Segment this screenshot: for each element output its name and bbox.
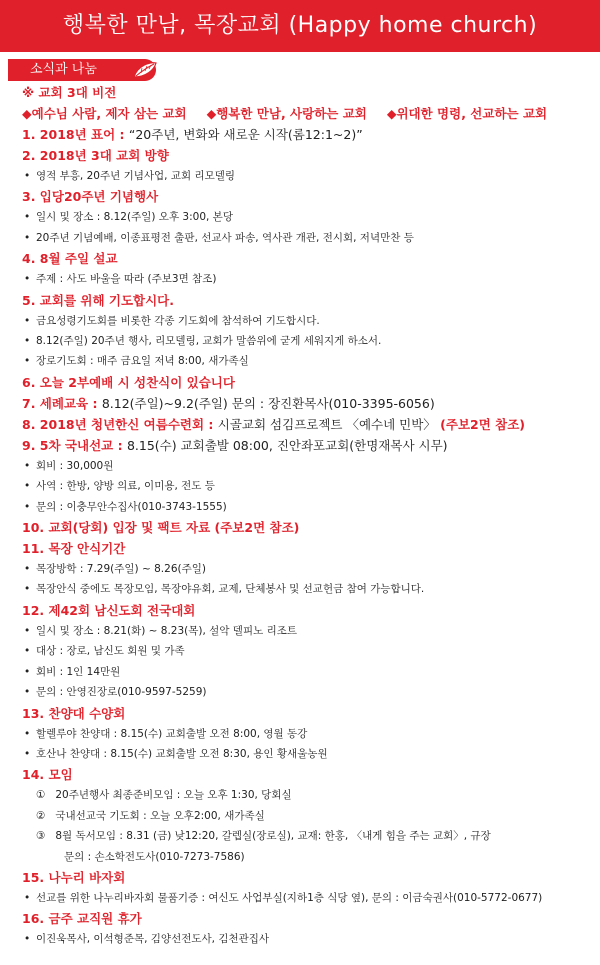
bullet-line (22, 228, 588, 248)
vision-item: ◆위대한 명령, 선교하는 교회 (386, 106, 548, 121)
bullet-text: 회비 : 30,000원 (36, 459, 114, 472)
bullet-line (22, 351, 588, 371)
bullet-dot: • (24, 459, 31, 472)
bullet-dot: • (24, 583, 31, 596)
page-banner (0, 0, 600, 52)
heading-label: 9. 5차 국내선교 : (22, 437, 123, 453)
bullet-line (22, 888, 588, 908)
item-heading: 2. 2018년 3대 교회 방향 (22, 148, 169, 163)
bullet-line (22, 456, 588, 476)
bullet-text: 호산나 찬양대 : 8.15(수) 교회출발 오전 8:30, 용인 황새울농원 (36, 747, 328, 760)
item-heading: 12. 제42회 남신도회 전국대회 (22, 602, 196, 618)
bullet-dot: • (24, 211, 31, 224)
bullet-text: 20주년 기념예배, 이종표평전 출판, 선교사 파송, 역사관 개관, 전시회, 저녁만찬 등 (36, 231, 414, 244)
bullet-line (22, 929, 588, 949)
bullet-dot: • (24, 686, 31, 699)
number-marker: ③ (36, 830, 46, 843)
section-label: 소식과 나눔 (30, 62, 97, 77)
bullet-dot: • (24, 891, 31, 904)
bullet-text: 장로기도회 : 매주 금요일 저녁 8:00, 새가족실 (36, 355, 249, 368)
item-heading: 6. 오늘 2부예배 시 성찬식이 있습니다 (22, 374, 235, 390)
bullet-dot: • (24, 563, 31, 576)
banner-title: 행복한 만남, 목장교회 (Happy home church) (62, 13, 538, 38)
bullet-text: 영적 부흥, 20주년 기념사업, 교회 리모델링 (36, 170, 236, 182)
item-heading: 5. 교회를 위해 기도합시다. (22, 292, 175, 308)
bullet-line (22, 559, 588, 579)
vision-item: ◆예수님 사람, 제자 삼는 교회 (22, 106, 187, 121)
bullet-text: 금요성령기도회를 비롯한 각종 기도회에 참석하여 기도합시다. (36, 314, 320, 327)
numbered-text: 8월 독서모임 : 8.31 (금) 낮12:20, 갈렙실(장로실), 교재: 한홍, 〈내게 힘을 주는 교회〉, 규장 (55, 830, 491, 843)
item-heading: 11. 목장 안식기간 (22, 541, 126, 557)
section-header (0, 59, 600, 81)
bullet-text: 목장방학 : 7.29(주일) ~ 8.26(주일) (36, 563, 206, 576)
bullet-dot: • (24, 645, 31, 658)
bullet-line (22, 579, 588, 599)
numbered-line (22, 785, 588, 805)
bullet-line (22, 641, 588, 661)
bullet-line (22, 744, 588, 764)
bullet-text: 문의 : 이충무안수집사(010-3743-1555) (36, 500, 227, 513)
bullet-dot: • (24, 355, 31, 368)
leaf-icon (132, 61, 158, 79)
numbered-text: 국내선교국 기도회 : 오늘 오후2:00, 새가족실 (55, 809, 265, 822)
item-heading (22, 393, 588, 414)
bullet-text: 목장안식 중에도 목장모임, 목장야유회, 교제, 단체봉사 및 선교헌금 참여 가능합니다. (36, 583, 425, 596)
bullet-text: 사역 : 한방, 양방 의료, 이미용, 전도 등 (36, 480, 215, 493)
bullet-dot: • (24, 500, 31, 513)
bullet-dot: • (24, 624, 31, 637)
bullet-line (22, 682, 588, 702)
heading-detail: 8.15(수) 교회출발 08:00, 진안좌포교회(한명재목사 시무) (126, 437, 448, 453)
item-heading: 15. 나누리 바자회 (22, 869, 126, 885)
heading-label: 7. 세례교육 : (22, 395, 98, 411)
item-heading: 3. 입당20주년 기념행사 (22, 189, 159, 205)
bullet-dot: • (24, 170, 31, 182)
number-marker: ① (36, 789, 46, 802)
bullet-line (22, 311, 588, 331)
heading-detail: 8.12(주일)~9.2(주일) 문의 : 장진환목사(010-3395-6056) (101, 395, 435, 411)
item-heading: 10. 교회(당회) 입장 및 팩트 자료 (주보2면 참조) (22, 520, 300, 536)
item-heading (22, 414, 588, 435)
bullet-line (22, 724, 588, 744)
bullet-text: 문의 : 안영진장로(010-9597-5259) (36, 686, 207, 699)
item-heading: 4. 8월 주일 설교 (22, 251, 118, 267)
vision-item: ◆행복한 만남, 사랑하는 교회 (206, 106, 367, 121)
bullet-text: 일시 및 장소 : 8.21(화) ~ 8.23(목), 설악 델피노 리조트 (36, 624, 297, 637)
bullet-dot: • (24, 665, 31, 678)
bullet-line (22, 207, 588, 227)
bullet-text: 8.12(주일) 20주년 행사, 리모델링, 교회가 말씀위에 굳게 세워지게 하소서. (36, 335, 382, 348)
bullet-text: 선교를 위한 나누리바자회 물품기증 : 여신도 사업부실(지하1층 식당 옆), 문의 : 이금숙권사(010-5772-0677) (36, 891, 543, 904)
bullet-line (22, 621, 588, 641)
bullet-line (22, 166, 588, 186)
item-heading (22, 124, 588, 145)
heading-label: 8. 2018년 청년한신 여름수련회 : (22, 416, 214, 432)
numbered-line (22, 826, 588, 846)
vision-list (22, 103, 588, 124)
numbered-text: 20주년행사 최종준비모임 : 오늘 오후 1:30, 당회실 (55, 789, 292, 802)
number-marker: ② (36, 809, 46, 822)
numbered-continuation: 문의 : 손소학전도사(010-7273-7586) (64, 850, 245, 863)
bullet-line (22, 269, 588, 289)
bullet-text: 주제 : 사도 바울을 따라 (주보3면 참조) (36, 273, 217, 286)
bullet-dot: • (24, 335, 31, 348)
item-heading (22, 435, 588, 456)
bullet-dot: • (24, 933, 31, 946)
bullet-dot: • (24, 747, 31, 760)
numbered-line (22, 806, 588, 826)
bullet-dot: • (24, 480, 31, 493)
item-heading: 16. 금주 교직원 휴가 (22, 911, 142, 927)
bullet-dot: • (24, 273, 31, 286)
item-heading: 13. 찬양대 수양회 (22, 705, 126, 721)
bullet-text: 이진욱목사, 이석형준목, 김양선전도사, 김천관집사 (36, 933, 270, 946)
bullet-dot: • (24, 231, 31, 244)
news-content (22, 82, 588, 950)
bullet-line (22, 662, 588, 682)
bullet-dot: • (24, 314, 31, 327)
bullet-line (22, 331, 588, 351)
bullet-text: 회비 : 1인 14만원 (36, 665, 121, 678)
bullet-text: 할렐루야 찬양대 : 8.15(수) 교회출발 오전 8:00, 영월 동강 (36, 727, 308, 740)
bullet-line (22, 476, 588, 496)
heading-detail: “20주년, 변화와 새로운 시작(롬12:1~2)” (128, 127, 363, 142)
heading-label: 1. 2018년 표어 : (22, 127, 125, 142)
heading-detail: 시골교회 섬김프로젝트 〈예수네 민박〉 (217, 416, 436, 432)
bullet-line (22, 497, 588, 517)
vision-title: ※ 교회 3대 비전 (22, 85, 117, 100)
heading-reference: (주보2면 참조) (440, 416, 526, 432)
bullet-text: 대상 : 장로, 남신도 회원 및 가족 (36, 645, 185, 658)
item-heading: 14. 모임 (22, 767, 73, 783)
bullet-text: 일시 및 장소 : 8.12(주일) 오후 3:00, 본당 (36, 211, 233, 224)
bullet-dot: • (24, 727, 31, 740)
